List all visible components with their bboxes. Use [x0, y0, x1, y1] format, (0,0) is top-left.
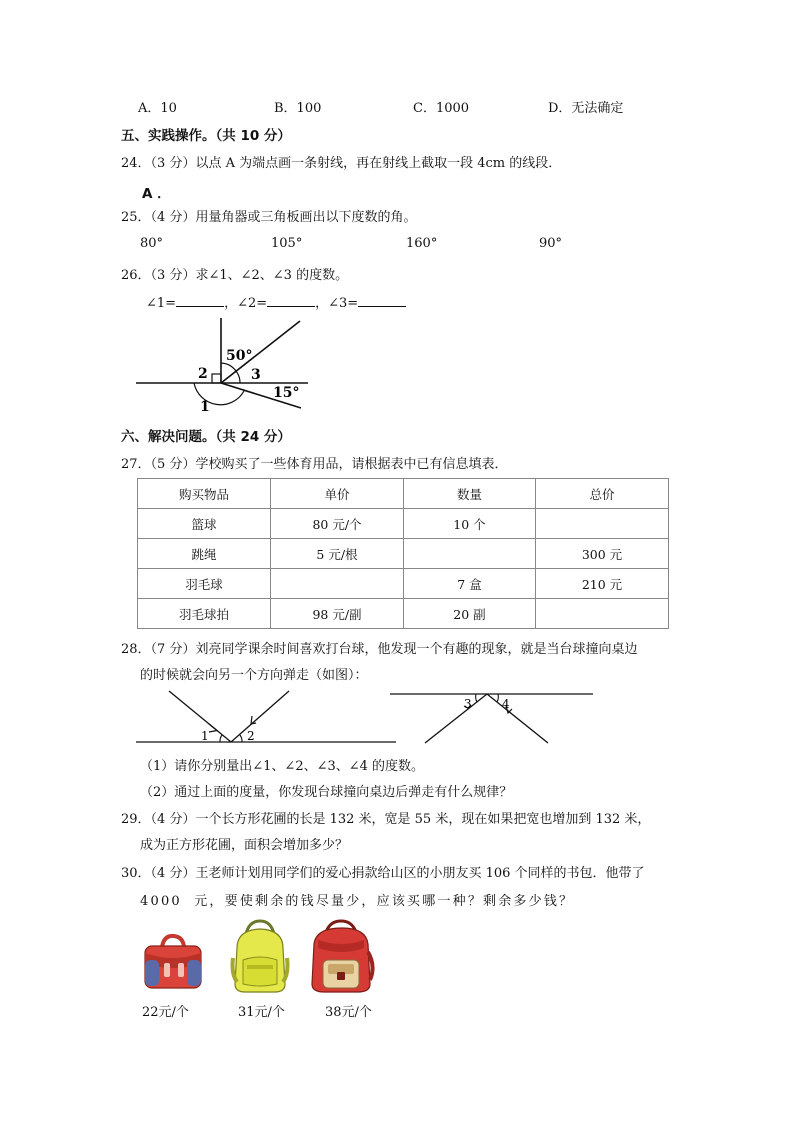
bag-price-38: 38元/个	[325, 1005, 372, 1020]
q28-label-2: 2	[247, 729, 255, 743]
q26-label-50: 50°	[226, 348, 253, 364]
q28-outgoing-ray	[231, 691, 289, 742]
q28-incoming-ray	[169, 691, 231, 742]
q28-line1: 28．（7 分）刘亮同学课余时间喜欢打台球，他发现一个有趣的现象，就是当台球撞向桌边	[121, 642, 638, 657]
bag-price-31: 31元/个	[238, 1005, 285, 1020]
table-row	[138, 539, 669, 569]
table-header-row	[138, 479, 669, 509]
q24-point-label: A ．	[142, 186, 171, 202]
q25-angle-105: 105°	[271, 236, 303, 251]
table-cell-blank[interactable]	[404, 539, 536, 569]
q28-figure-left	[136, 686, 398, 748]
table-header-total: 总价	[536, 479, 669, 509]
q26-label-2: 2	[198, 366, 208, 382]
q28-label-3: 3	[464, 697, 472, 711]
q28-sub1: （1）请你分别量出∠1、∠2、∠3、∠4 的度数。	[140, 759, 425, 774]
table-cell: 210 元	[536, 569, 669, 599]
table-cell: 跳绳	[138, 539, 271, 569]
q28-line2: 的时候就会向另一个方向弹走（如图）：	[140, 668, 368, 683]
q26-blank1[interactable]	[176, 294, 224, 307]
q23-option-c: C．1000	[413, 101, 470, 116]
q28-outgoing-ray-2	[487, 694, 548, 743]
q27-table	[137, 478, 669, 629]
q26-right-angle-mark	[212, 374, 221, 383]
section-6-title: 六、解决问题。（共 24 分）	[121, 429, 291, 445]
table-cell: 羽毛球拍	[138, 599, 271, 629]
table-cell: 5 元/根	[271, 539, 404, 569]
briefcase-bag-icon	[142, 933, 204, 991]
q30-line2: 4000 元，要使剩余的钱尽量少，应该买哪一种？剩余多少钱？	[140, 894, 575, 909]
q29-line1: 29．（4 分）一个长方形花圃的长是 132 米，宽是 55 米，现在如果把宽也增加到 132 米，	[121, 812, 651, 827]
bag-price-22: 22元/个	[142, 1005, 189, 1020]
q26-blank2[interactable]	[267, 294, 315, 307]
q23-option-b: B．100	[274, 101, 322, 116]
q23-option-d: D．无法确定	[548, 101, 624, 116]
table-row	[138, 569, 669, 599]
table-cell-blank[interactable]	[271, 569, 404, 599]
q26-angle-figure	[136, 314, 312, 414]
q26-blank2-prefix: ，∠2=	[224, 296, 268, 311]
q26-label-15: 15°	[273, 385, 300, 401]
table-header-unit-price: 单价	[271, 479, 404, 509]
q28-arrow-in	[209, 724, 217, 732]
table-row	[138, 509, 669, 539]
q28-label-1: 1	[201, 729, 209, 743]
q26-blank1-prefix: ∠1=	[146, 296, 177, 311]
q28-sub2: （2）通过上面的度量，你发现台球撞向桌边后弹走有什么规律？	[140, 785, 513, 800]
q28-figure-right	[388, 688, 598, 746]
q28-incoming-ray-2	[425, 694, 487, 743]
q25-angle-160: 160°	[406, 236, 438, 251]
q26-blank3[interactable]	[358, 294, 406, 307]
q25-angle-80: 80°	[140, 236, 164, 251]
q30-line1: 30．（4 分）王老师计划用同学们的爱心捐款给山区的小朋友买 106 个同样的书包．他带了	[121, 866, 645, 881]
q27-text: 27．（5 分）学校购买了一些体育用品，请根据表中已有信息填表．	[121, 457, 508, 472]
q24-text: 24．（3 分）以点 A 为端点画一条射线，再在射线上截取一段 4cm 的线段．	[121, 156, 562, 171]
table-row	[138, 599, 669, 629]
yellow-backpack-icon	[229, 918, 291, 994]
red-backpack-icon	[306, 918, 378, 994]
q26-text: 26．（3 分）求∠1、∠2、∠3 的度数。	[121, 268, 349, 283]
q29-line2: 成为正方形花圃，面积会增加多少？	[140, 838, 349, 853]
table-cell-blank[interactable]	[536, 509, 669, 539]
table-header-quantity: 数量	[404, 479, 536, 509]
table-cell: 羽毛球	[138, 569, 271, 599]
table-cell: 80 元/个	[271, 509, 404, 539]
q26-label-1: 1	[200, 399, 210, 414]
table-cell: 300 元	[536, 539, 669, 569]
q25-angle-90: 90°	[539, 236, 563, 251]
q26-label-3: 3	[251, 367, 261, 383]
table-cell-blank[interactable]	[536, 599, 669, 629]
table-cell: 20 副	[404, 599, 536, 629]
table-cell: 7 盒	[404, 569, 536, 599]
table-cell: 10 个	[404, 509, 536, 539]
table-cell: 篮球	[138, 509, 271, 539]
q23-option-a: A．10	[138, 101, 177, 116]
section-5-title: 五、实践操作。（共 10 分）	[121, 128, 291, 144]
table-header-item: 购买物品	[138, 479, 271, 509]
q25-text: 25．（4 分）用量角器或三角板画出以下度数的角。	[121, 210, 417, 225]
q26-blank3-prefix: ，∠3=	[315, 296, 359, 311]
q28-label-4: 4	[502, 697, 510, 711]
q26-blanks	[146, 292, 406, 311]
table-cell: 98 元/副	[271, 599, 404, 629]
